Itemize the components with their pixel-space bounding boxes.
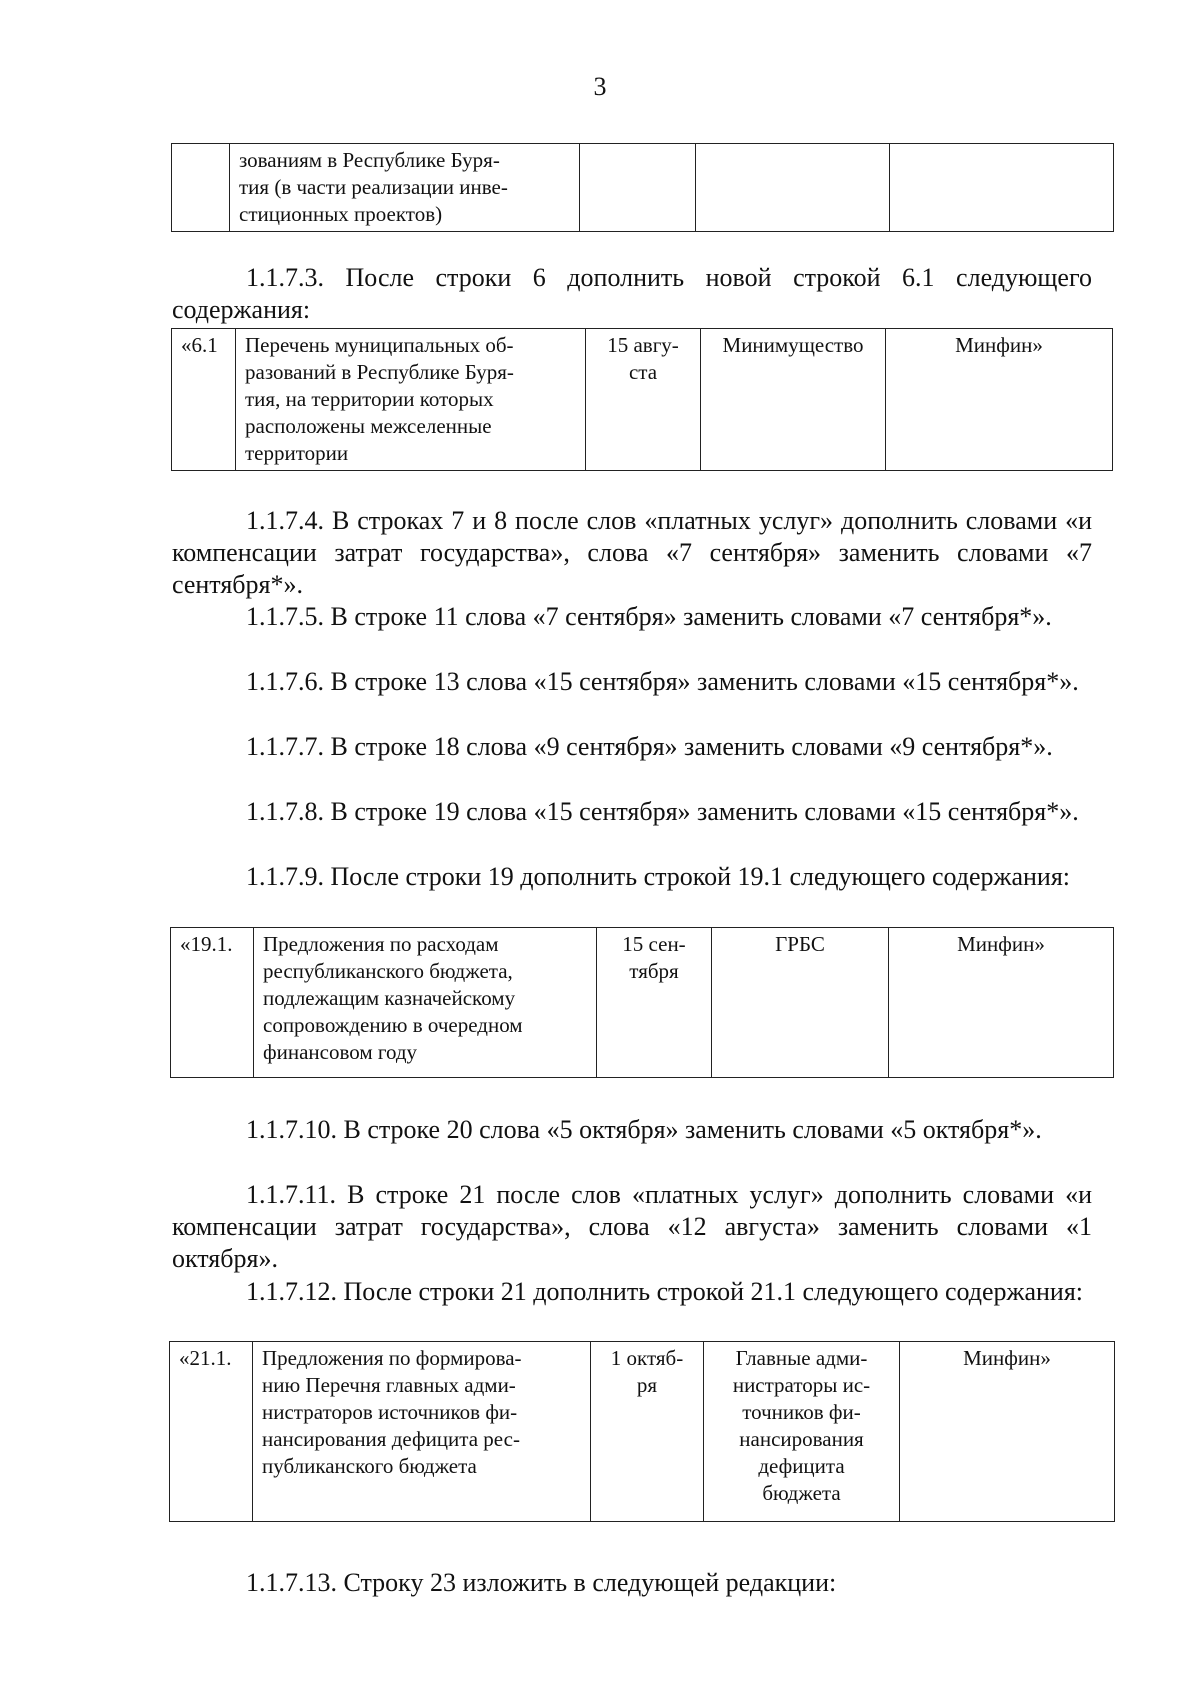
table-cell: Минимущество bbox=[701, 329, 886, 471]
paragraph-1-1-7-4: 1.1.7.4. В строках 7 и 8 после слов «платных услуг» дополнить словами «и компенсации затрат государства», слова «7 сентября» заменить словами «7 сентября*». bbox=[172, 506, 1092, 599]
paragraph-1-1-7-10: 1.1.7.10. В строке 20 слова «5 октября» заменить словами «5 октября*». bbox=[246, 1115, 1042, 1144]
table-cell: Минфин» bbox=[900, 1342, 1115, 1522]
table-cell: 15 авгу- ста bbox=[586, 329, 701, 471]
paragraph-1-1-7-7: 1.1.7.7. В строке 18 слова «9 сентября» заменить словами «9 сентября*». bbox=[246, 732, 1053, 761]
table-cell bbox=[172, 144, 230, 232]
table-cell: «19.1. bbox=[171, 928, 254, 1078]
table-row-19-1 bbox=[170, 927, 1114, 1078]
table-cell bbox=[890, 144, 1114, 232]
table-continuation bbox=[171, 143, 1114, 232]
paragraph-1-1-7-11: 1.1.7.11. В строке 21 после слов «платных услуг» дополнить словами «и компенсации затрат государства», слова «12 августа» заменить словами «1 октября». bbox=[172, 1180, 1092, 1273]
table-cell bbox=[580, 144, 696, 232]
table-cell: Предложения по формирова- нию Перечня главных адми- нистраторов источников фи- нансирования дефицита рес- публиканского бюджета bbox=[253, 1342, 591, 1522]
paragraph-1-1-7-8: 1.1.7.8. В строке 19 слова «15 сентября» заменить словами «15 сентября*». bbox=[246, 797, 1079, 826]
paragraph-1-1-7-6: 1.1.7.6. В строке 13 слова «15 сентября» заменить словами «15 сентября*». bbox=[246, 667, 1079, 696]
table-cell: «21.1. bbox=[170, 1342, 253, 1522]
table-row bbox=[172, 329, 1113, 471]
paragraph-1-1-7-3: 1.1.7.3. После строки 6 дополнить новой строкой 6.1 следующего содержания: bbox=[172, 263, 1092, 324]
table-cell bbox=[696, 144, 890, 232]
table-cell: Предложения по расходам республиканского бюджета, подлежащим казначейскому сопровождению в очередном финансовом году bbox=[254, 928, 597, 1078]
paragraph-1-1-7-5: 1.1.7.5. В строке 11 слова «7 сентября» заменить словами «7 сентября*». bbox=[246, 602, 1052, 631]
table-cell: Минфин» bbox=[889, 928, 1114, 1078]
table-row-21-1 bbox=[169, 1341, 1115, 1522]
table-cell: ГРБС bbox=[712, 928, 889, 1078]
table-cell: Главные адми- нистраторы ис- точников фи- нансирования дефицита бюджета bbox=[704, 1342, 900, 1522]
table-row bbox=[171, 928, 1114, 1078]
table-row bbox=[172, 144, 1114, 232]
table-cell: Минфин» bbox=[886, 329, 1113, 471]
table-cell: зованиям в Республике Буря- тия (в части реализации инве- стиционных проектов) bbox=[230, 144, 580, 232]
table-row bbox=[170, 1342, 1115, 1522]
table-cell: 1 октяб- ря bbox=[591, 1342, 704, 1522]
paragraph-1-1-7-12: 1.1.7.12. После строки 21 дополнить строкой 21.1 следующего содержания: bbox=[246, 1277, 1084, 1306]
table-row-6-1 bbox=[171, 328, 1113, 471]
page-number: 3 bbox=[593, 72, 607, 101]
table-cell: 15 сен- тября bbox=[597, 928, 712, 1078]
table-cell: «6.1 bbox=[172, 329, 236, 471]
table-cell: Перечень муниципальных об- разований в Республике Буря- тия, на территории которых расположены межселенные территории bbox=[236, 329, 586, 471]
paragraph-1-1-7-13: 1.1.7.13. Строку 23 изложить в следующей редакции: bbox=[246, 1568, 837, 1597]
paragraph-1-1-7-9: 1.1.7.9. После строки 19 дополнить строкой 19.1 следующего содержания: bbox=[246, 862, 1071, 891]
